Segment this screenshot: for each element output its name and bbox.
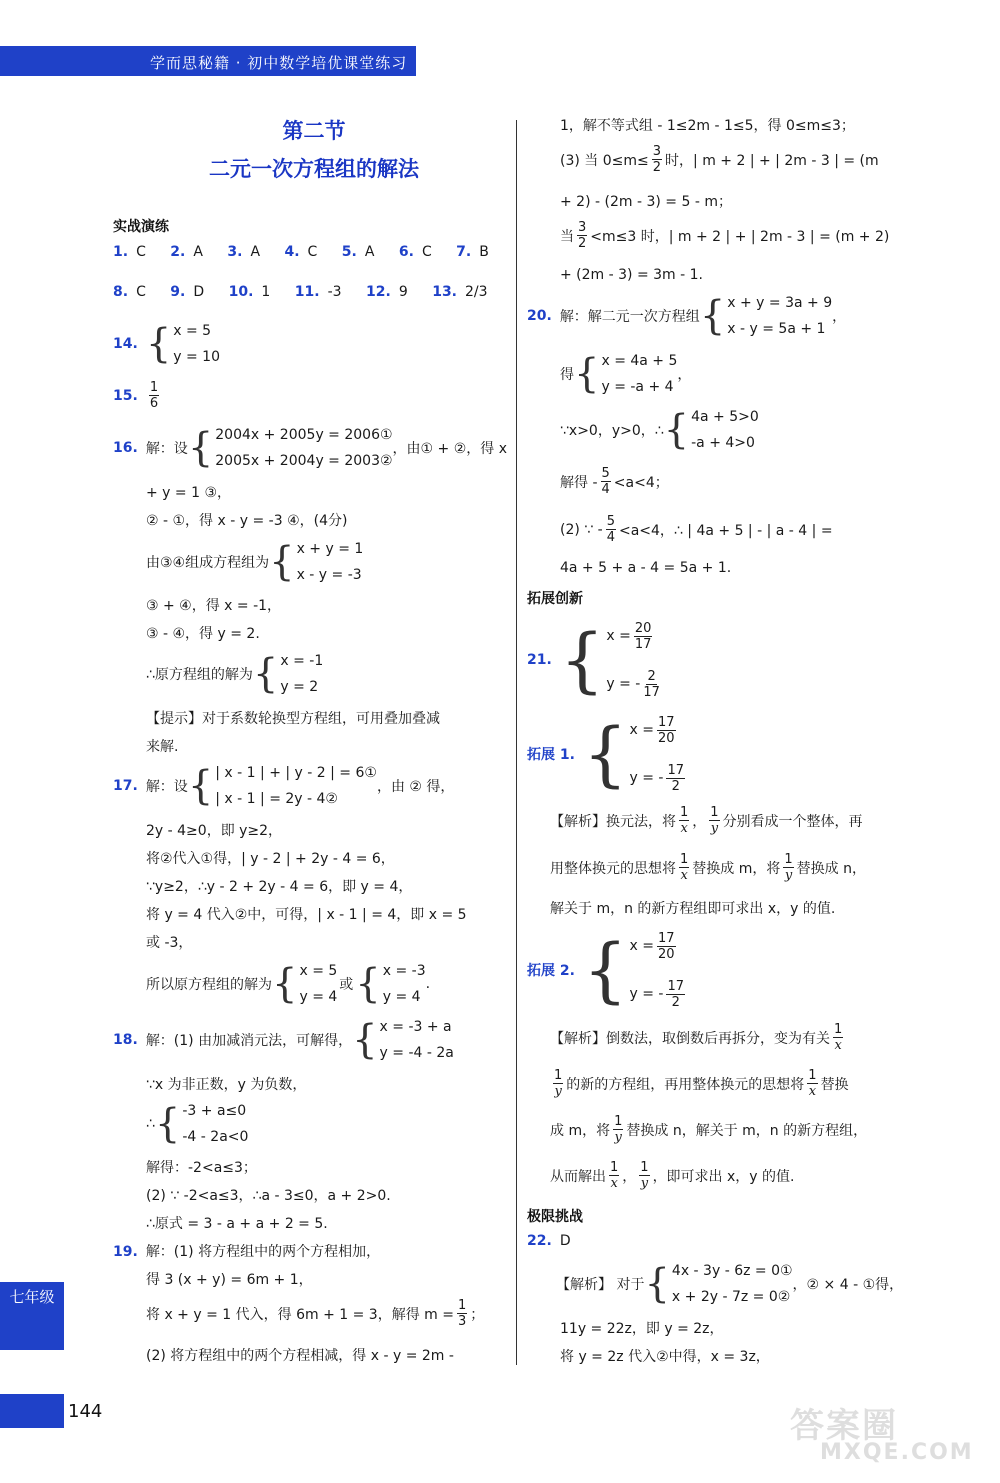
q18-line5: (2) ∵ -2<a≤3，∴a - 3≤0，a + 2>0.: [146, 1188, 391, 1204]
answers-row-2: [113, 284, 488, 300]
q16-line6: ③ - ④，得 y = 2.: [146, 626, 260, 642]
ext1-line1: 【解析】换元法，将 $\frac{1}{x}$ ， $\frac{1}{y}$ 分别看成一个整体，再: [550, 805, 863, 836]
section-subheading: 二元一次方程组的解法: [209, 157, 419, 181]
q18-line4: 解得：-2<a≤3；: [146, 1160, 257, 1176]
ext2-line2: $\frac{1}{y}$ 的新的方程组，再用整体换元的思想将 $\frac{1}{x}$ 替换: [554, 1068, 849, 1099]
list-item: 2. A: [170, 244, 203, 260]
list-item: 1. C: [113, 244, 146, 260]
q22-line1: 【解析】 对于 { 4x - 3y - 6z = 0① x + 2y - 7z = 0② ，② × 4 - ①得，: [556, 1261, 904, 1307]
q17-line4: ∵y≥2，∴y - 2 + 2y - 4 = 6，即 y = 4，: [146, 879, 413, 895]
page-number: 144: [68, 1401, 103, 1422]
q16-line3: ② - ①，得 x - y = -3 ④，(4分): [146, 513, 348, 529]
ext2: 拓展 2. { x = $\frac{17}{20}$ y = - $\frac{17}{2}$: [527, 929, 684, 1011]
watermark: 答案圈: [790, 1406, 898, 1446]
q17-line2: 2y - 4≥0，即 y≥2，: [146, 823, 283, 839]
q20-line6: 4a + 5 + a - 4 = 5a + 1.: [560, 560, 732, 576]
list-item: 10. 1: [228, 284, 271, 300]
q16-line5: ③ + ④，得 x = -1，: [146, 598, 282, 614]
q19-cont-5: + (2m - 3) = 3m - 1.: [560, 267, 703, 283]
q22-line2: 11y = 22z，即 y = 2z，: [560, 1321, 724, 1337]
list-item: 8. C: [113, 284, 146, 300]
q19-line1: 19. 解：(1) 将方程组中的两个方程相加，: [113, 1244, 381, 1260]
q16-hint: 【提示】对于系数轮换型方程组，可用叠加叠减: [146, 711, 440, 727]
q17-line1: 17. 解：设 { | x - 1 | + | y - 2 | = 6① | x - 1 | = 2y - 4② ，由 ② 得，: [113, 763, 455, 809]
ext1-line3: 解关于 m，n 的新方程组即可求出 x，y 的值.: [550, 901, 836, 917]
ext1-line2: 用整体换元的思想将 $\frac{1}{x}$ 替换成 m，将 $\frac{1}{y}$ 替换成 n，: [550, 852, 866, 883]
list-item: 12. 9: [366, 284, 408, 300]
q22-answer: 22. D: [527, 1233, 571, 1249]
list-item: 7. B: [456, 244, 489, 260]
q17-line6: 或 -3，: [146, 935, 193, 951]
ext1: 拓展 1. { x = $\frac{17}{20}$ y = - $\frac{17}{2}$: [527, 713, 684, 795]
list-item: 6. C: [398, 244, 432, 260]
q16-line4: 由③④组成方程组为 { x + y = 1 x - y = -3: [146, 539, 364, 585]
q14: 14. { x = 5 y = 10: [113, 321, 220, 367]
ext2-line4: 从而解出 $\frac{1}{x}$ ， $\frac{1}{y}$ ，即可求出 x，y 的值.: [550, 1160, 795, 1191]
ext2-line1: 【解析】倒数法，取倒数后再拆分，变为有关 $\frac{1}{x}$: [550, 1022, 843, 1053]
q19-line3: 将 x + y = 1 代入，得 6m + 1 = 3，解得 m = $\frac{1}{3}$ ；: [146, 1298, 485, 1329]
q15: 15. $\frac{1}{6}$: [113, 380, 159, 411]
q16-line7: ∴原方程组的解为 { x = -1 y = 2: [146, 651, 324, 697]
q22-line3: 将 y = 2z 代入②中得，x = 3z，: [560, 1349, 770, 1365]
q19-line2: 得 3 (x + y) = 6m + 1，: [146, 1272, 313, 1288]
answers-row-1: [113, 244, 489, 260]
q19-line4: (2) 将方程组中的两个方程相减，得 x - y = 2m -: [146, 1348, 454, 1364]
list-item: 11. -3: [294, 284, 342, 300]
q20-line1: 20. 解：解二元一次方程组 { x + y = 3a + 9 x - y = 5a + 1 ，: [527, 293, 847, 339]
q18-line1: 18. 解：(1) 由加减消元法，可解得， { x = -3 + a y = -4 - 2a: [113, 1017, 454, 1063]
q19-cont-2: (3) 当 0≤m≤ $\frac{3}{2}$ 时，| m + 2 | + | 2m - 3 | = (m: [560, 144, 879, 175]
ext2-line3: 成 m，将 $\frac{1}{y}$ 替换成 n，解关于 m，n 的新方程组，: [550, 1114, 868, 1145]
watermark-url: MXQE.COM: [820, 1440, 974, 1465]
q16-hint-cont: 来解.: [146, 739, 179, 755]
list-item: 13. 2/3: [432, 284, 488, 300]
series-header-bar: [0, 46, 416, 76]
practice-label: 实战演练: [113, 219, 169, 235]
q20-line5: (2) ∵ - $\frac{5}{4}$ <a<4，∴ | 4a + 5 | - | a - 4 | =: [560, 514, 833, 545]
q19-cont-4: 当 $\frac{3}{2}$ <m≤3 时，| m + 2 | + | 2m - 3 | = (m + 2): [560, 220, 890, 251]
section-heading: 第二节: [282, 119, 346, 143]
column-divider: [516, 120, 517, 1365]
q18-line2: ∵x 为非正数，y 为负数，: [146, 1077, 307, 1093]
page-bar: [0, 1394, 64, 1428]
list-item: 5. A: [341, 244, 375, 260]
q20-line2: 得 { x = 4a + 5 y = -a + 4 ，: [560, 351, 692, 397]
challenge-label: 极限挑战: [527, 1209, 583, 1225]
q18-line6: ∴原式 = 3 - a + a + 2 = 5.: [146, 1216, 328, 1232]
q20-line4: 解得 - $\frac{5}{4}$ <a<4；: [560, 466, 669, 497]
series-title: 学而思秘籍 · 初中数学培优课堂练习: [150, 54, 408, 72]
q16-line1: 16. 解：设 { 2004x + 2005y = 2006① 2005x + 2004y = 2003② ，由① + ②，得 x: [113, 425, 508, 471]
q17-line3: 将②代入①得，| y - 2 | + 2y - 4 = 6，: [146, 851, 395, 867]
list-item: 9. D: [170, 284, 205, 300]
q19-cont-1: 1，解不等式组 - 1≤2m - 1≤5，得 0≤m≤3；: [560, 118, 855, 134]
q20-line3: ∵x>0，y>0，∴ { 4a + 5>0 -a + 4>0: [560, 407, 759, 453]
q16-line2: + y = 1 ③，: [146, 485, 232, 501]
q19-cont-3: + 2) - (2m - 3) = 5 - m；: [560, 194, 732, 210]
q21: 21. { x = $\frac{20}{17}$ y = - $\frac{2}{17}$: [527, 619, 660, 701]
q18-line3: ∴ { -3 + a≤0 -4 - 2a<0: [146, 1101, 249, 1147]
list-item: 3. A: [227, 244, 261, 260]
q17-line7: 所以原方程组的解为 { x = 5 y = 4 或 { x = -3 y = 4 .: [146, 961, 431, 1007]
list-item: 4. C: [284, 244, 318, 260]
grade-tab: 七年级: [0, 1282, 64, 1350]
q17-line5: 将 y = 4 代入②中，可得，| x - 1 | = 4，即 x = 5: [146, 907, 467, 923]
extension-label: 拓展创新: [527, 591, 583, 607]
